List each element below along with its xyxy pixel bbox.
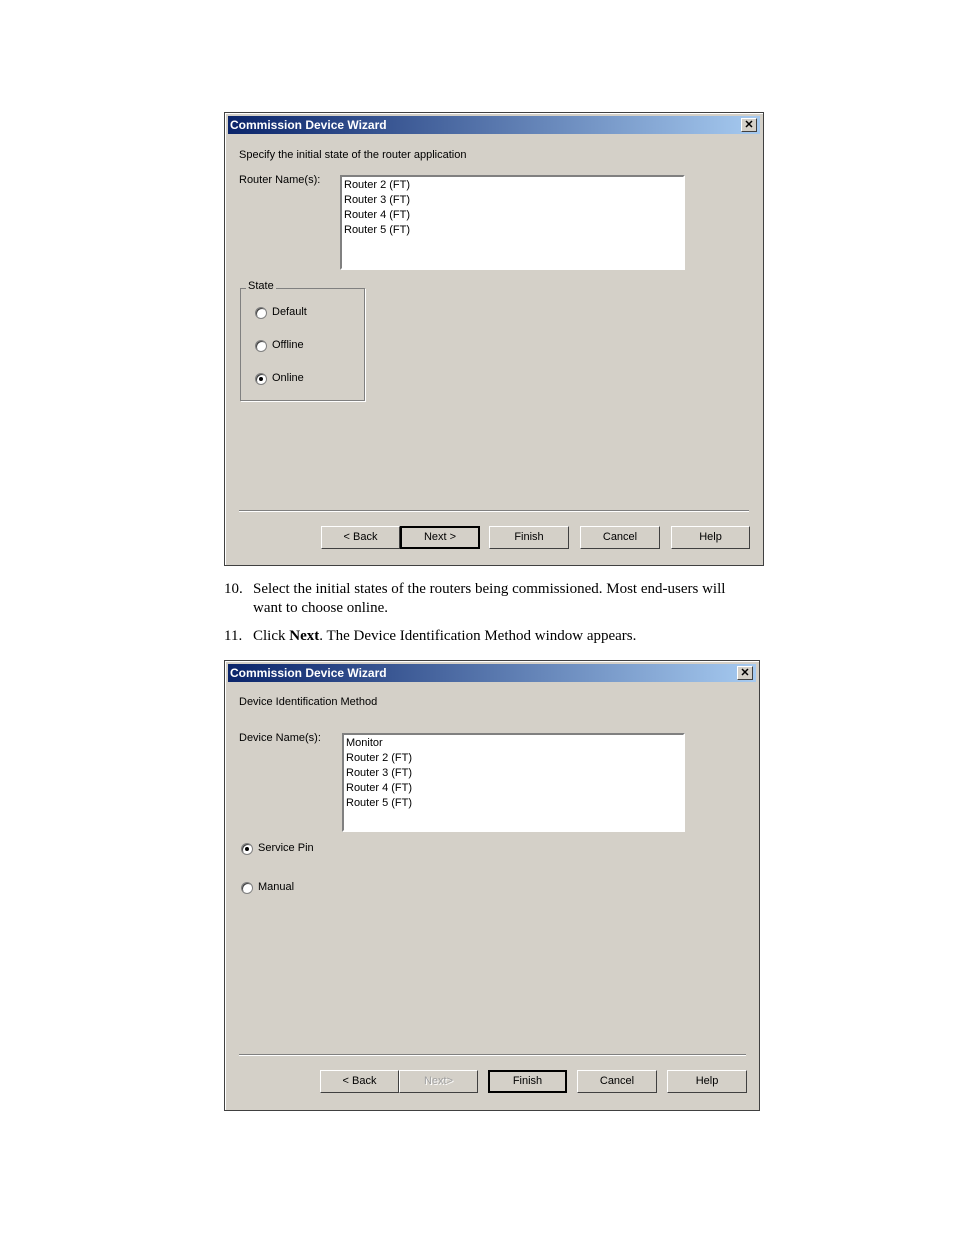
radio-service-pin-label[interactable]: Service Pin [258,842,314,854]
dialog-title: Commission Device Wizard [230,118,387,132]
list-item[interactable]: Router 4 (FT) [346,782,413,794]
separator [239,510,749,512]
cancel-button[interactable]: Cancel [580,526,660,549]
step-text-post: . The Device Identification Method window appears. [319,628,637,644]
close-button[interactable] [737,666,753,680]
radio-offline[interactable] [255,340,267,352]
step-text [253,627,636,646]
close-icon: ✕ [744,119,754,131]
title-bar [228,664,756,682]
radio-manual-label[interactable]: Manual [258,881,295,893]
router-names-label: Router Name(s): [239,174,321,186]
next-button[interactable]: Next > [400,526,480,549]
radio-online-label[interactable]: Online [272,372,304,384]
list-item[interactable]: Monitor [346,737,383,749]
step-text-bold: Next [289,628,320,644]
help-button[interactable]: Help [667,1070,747,1093]
close-button[interactable] [741,118,757,132]
finish-button[interactable]: Finish [488,1070,567,1093]
back-button[interactable]: < Back [320,1070,399,1093]
step-text-line2: want to choose online. [253,600,388,616]
device-names-label: Device Name(s): [239,732,321,744]
state-legend: State [248,280,274,292]
finish-button[interactable]: Finish [489,526,569,549]
instruction-text: Device Identification Method [239,696,378,708]
list-item[interactable]: Router 3 (FT) [346,767,413,779]
radio-default-label[interactable]: Default [272,306,307,318]
step-11 [224,627,844,647]
instruction-text: Specify the initial state of the router application [239,149,467,161]
dialog-title: Commission Device Wizard [230,666,387,680]
device-names-list[interactable] [342,733,685,832]
step-number: 11. [224,628,243,644]
radio-offline-label[interactable]: Offline [272,339,304,351]
close-icon: ✕ [740,667,750,679]
title-bar [228,116,760,134]
cancel-button[interactable]: Cancel [577,1070,657,1093]
list-item[interactable]: Router 3 (FT) [344,194,411,206]
help-button[interactable]: Help [671,526,750,549]
radio-online[interactable] [255,373,267,385]
radio-manual[interactable] [241,882,253,894]
radio-service-pin[interactable] [241,843,253,855]
list-item[interactable]: Router 5 (FT) [346,797,413,809]
list-item[interactable]: Router 5 (FT) [344,224,411,236]
step-10 [224,580,844,620]
commission-wizard-state-dialog [224,112,764,566]
next-button[interactable]: Next> [399,1070,478,1093]
step-text-line1: Select the initial states of the routers being commissioned. Most end-users will [253,581,726,597]
radio-default[interactable] [255,307,267,319]
step-number: 10. [224,581,243,597]
separator [239,1054,746,1056]
back-button[interactable]: < Back [321,526,400,549]
commission-wizard-identification-dialog [224,660,760,1111]
list-item[interactable]: Router 4 (FT) [344,209,411,221]
list-item[interactable]: Router 2 (FT) [346,752,413,764]
step-text-pre: Click [253,628,290,644]
list-item[interactable]: Router 2 (FT) [344,179,411,191]
router-names-list[interactable] [340,175,685,270]
